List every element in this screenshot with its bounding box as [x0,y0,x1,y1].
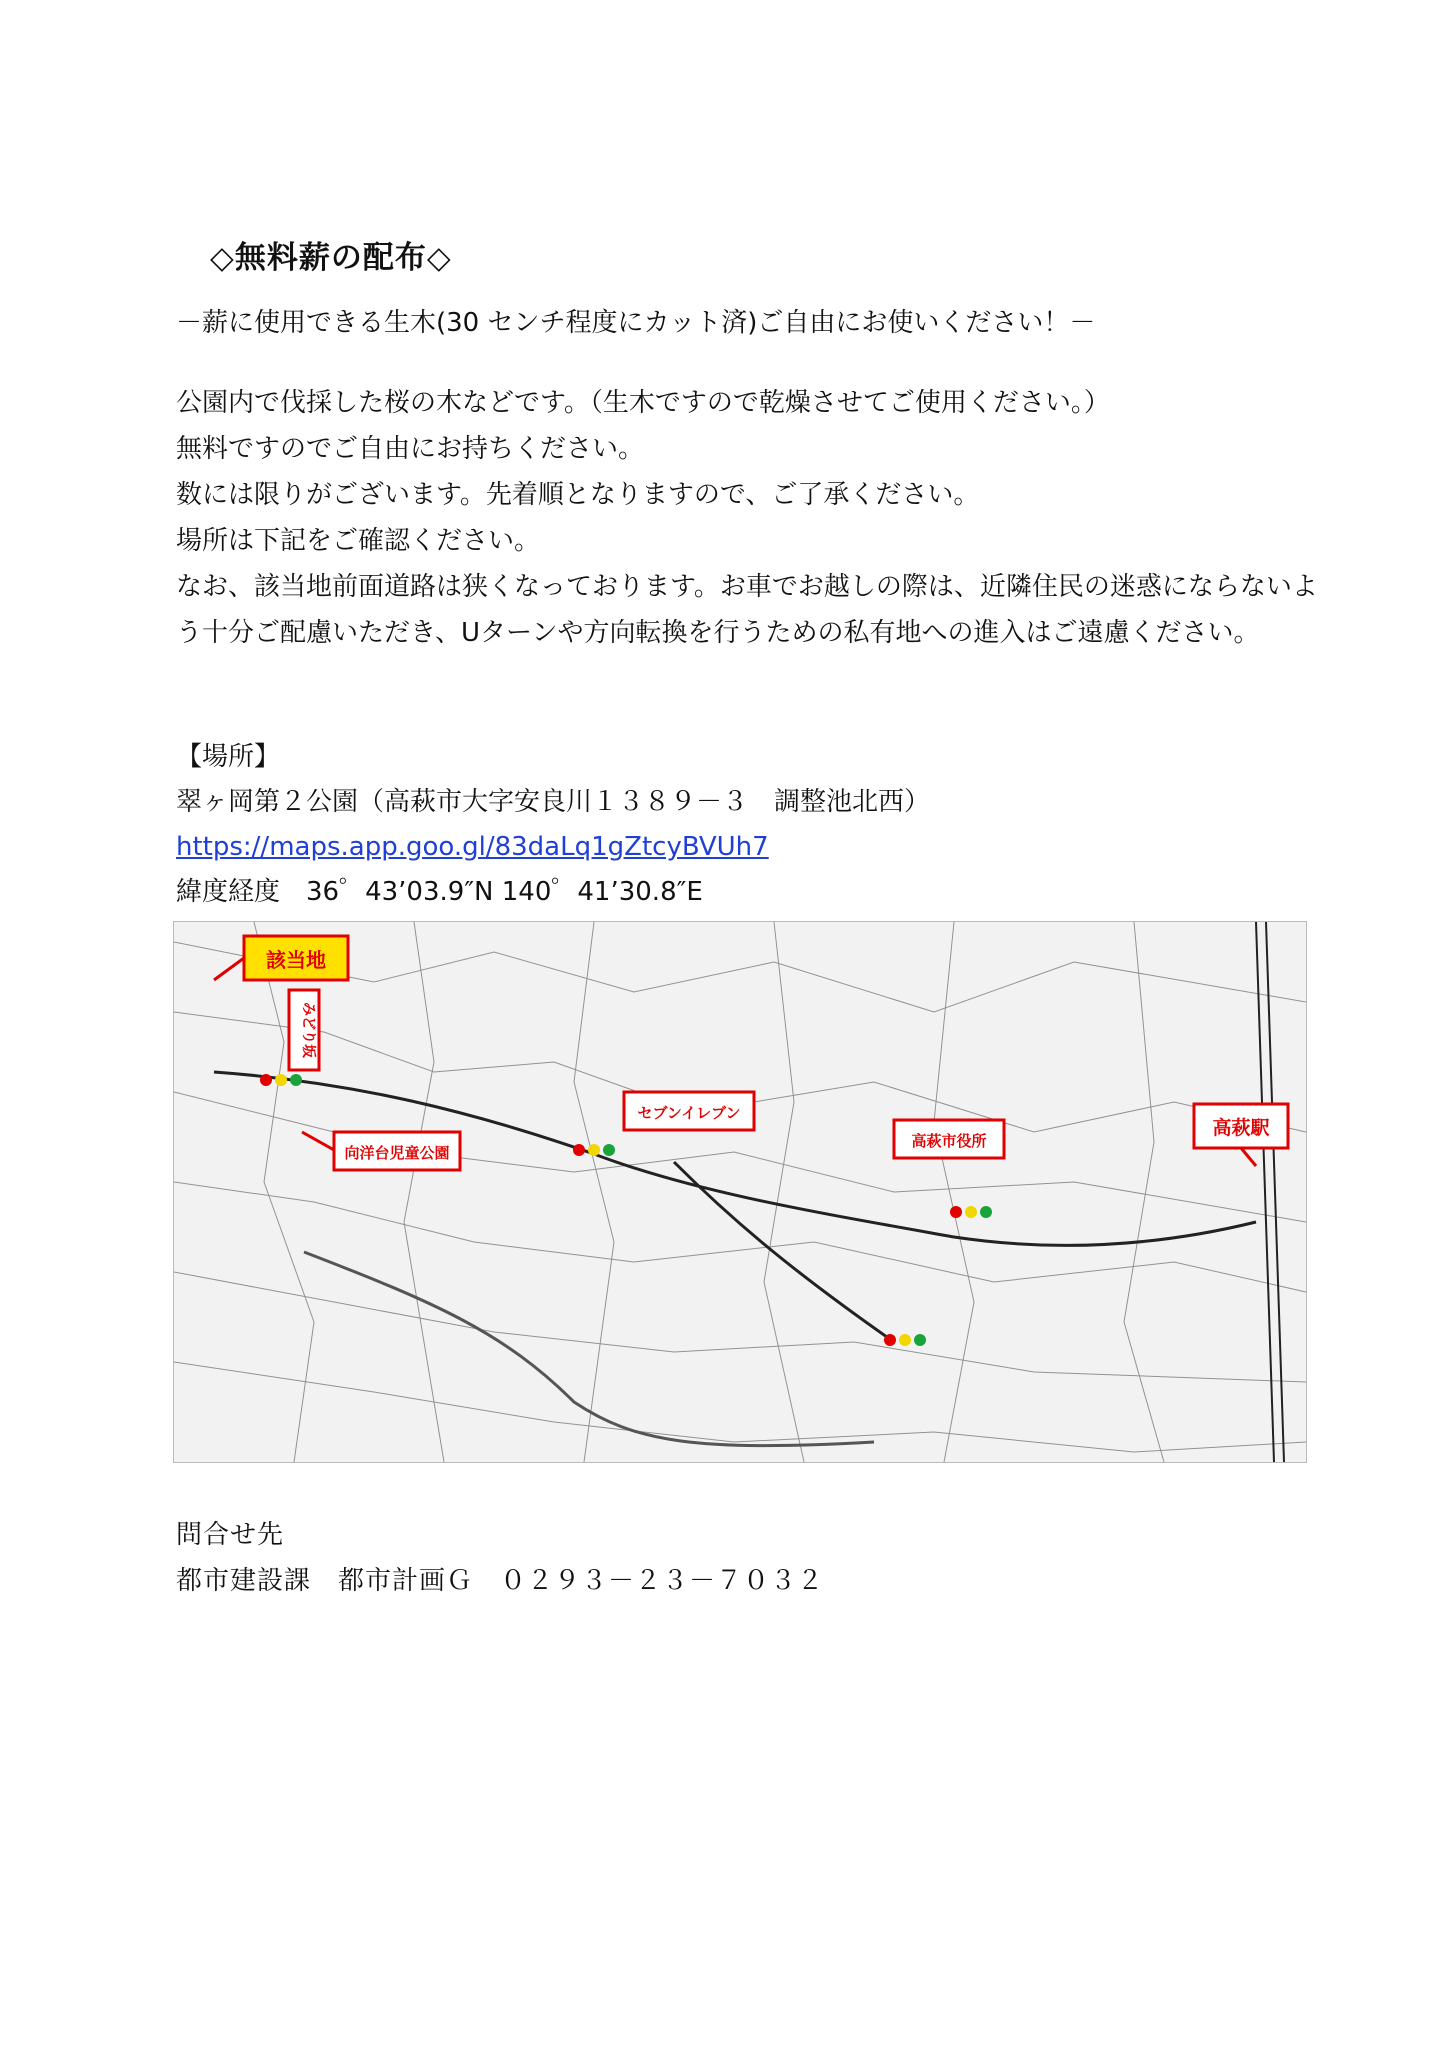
contact-detail: 都市建設課 都市計画Ｇ ０２９３－２３－７０３２ [176,1566,825,1596]
label-slope [289,990,319,1070]
traffic-light [260,1074,302,1086]
map-link[interactable]: https://maps.app.goo.gl/83daLq1gZtcyBVUh7 [176,832,769,862]
label-station-text: 高萩駅 [1212,1117,1270,1139]
label-cityhall [894,1120,1004,1158]
location-coords: 緯度経度 36゜43’03.9″N 140゜41’30.8″E [176,877,703,907]
paragraph: 数には限りがございます。先着順となりますので、ご了承ください。 [176,480,980,510]
notice-body [176,380,1326,656]
label-park-text: 向洋台児童公園 [344,1144,450,1162]
contact-label: 問合せ先 [176,1520,285,1550]
paragraph: 公園内で伐採した桜の木などです。（生木ですので乾燥させてご使用ください。） [176,388,1110,418]
area-map [173,921,1307,1463]
traffic-light [573,1144,615,1156]
page-title: ◇無料薪の配布◇ [210,240,452,276]
traffic-light [884,1334,926,1346]
map-drawing [174,922,1306,1462]
location-block [176,735,930,915]
subtitle: －薪に使用できる生木(30 センチ程度にカット済)ご自由にお使いください！－ [176,308,1096,338]
location-address: 翠ヶ岡第２公園（高萩市大字安良川１３８９－３ 調整池北西） [176,787,931,817]
paragraph: なお、該当地前面道路は狭くなっております。お車でお越しの際は、近隣住民の迷惑にならないよう十分ご配慮いただき、Uターンや方向転換を行うための私有地への進入はご遠慮ください。 [176,572,1318,648]
label-cityhall-text: 高萩市役所 [911,1132,987,1150]
paragraph: 場所は下記をご確認ください。 [176,526,541,556]
label-slope-text: みどり坂 [300,1002,316,1058]
contact-block [176,1512,824,1604]
traffic-light [950,1206,992,1218]
label-seven [624,1092,754,1130]
label-target-text: 該当地 [266,948,326,972]
label-seven-text: セブンイレブン [637,1104,741,1122]
paragraph: 無料ですのでご自由にお持ちください。 [176,434,645,464]
location-label: 【場所】 [176,742,281,772]
